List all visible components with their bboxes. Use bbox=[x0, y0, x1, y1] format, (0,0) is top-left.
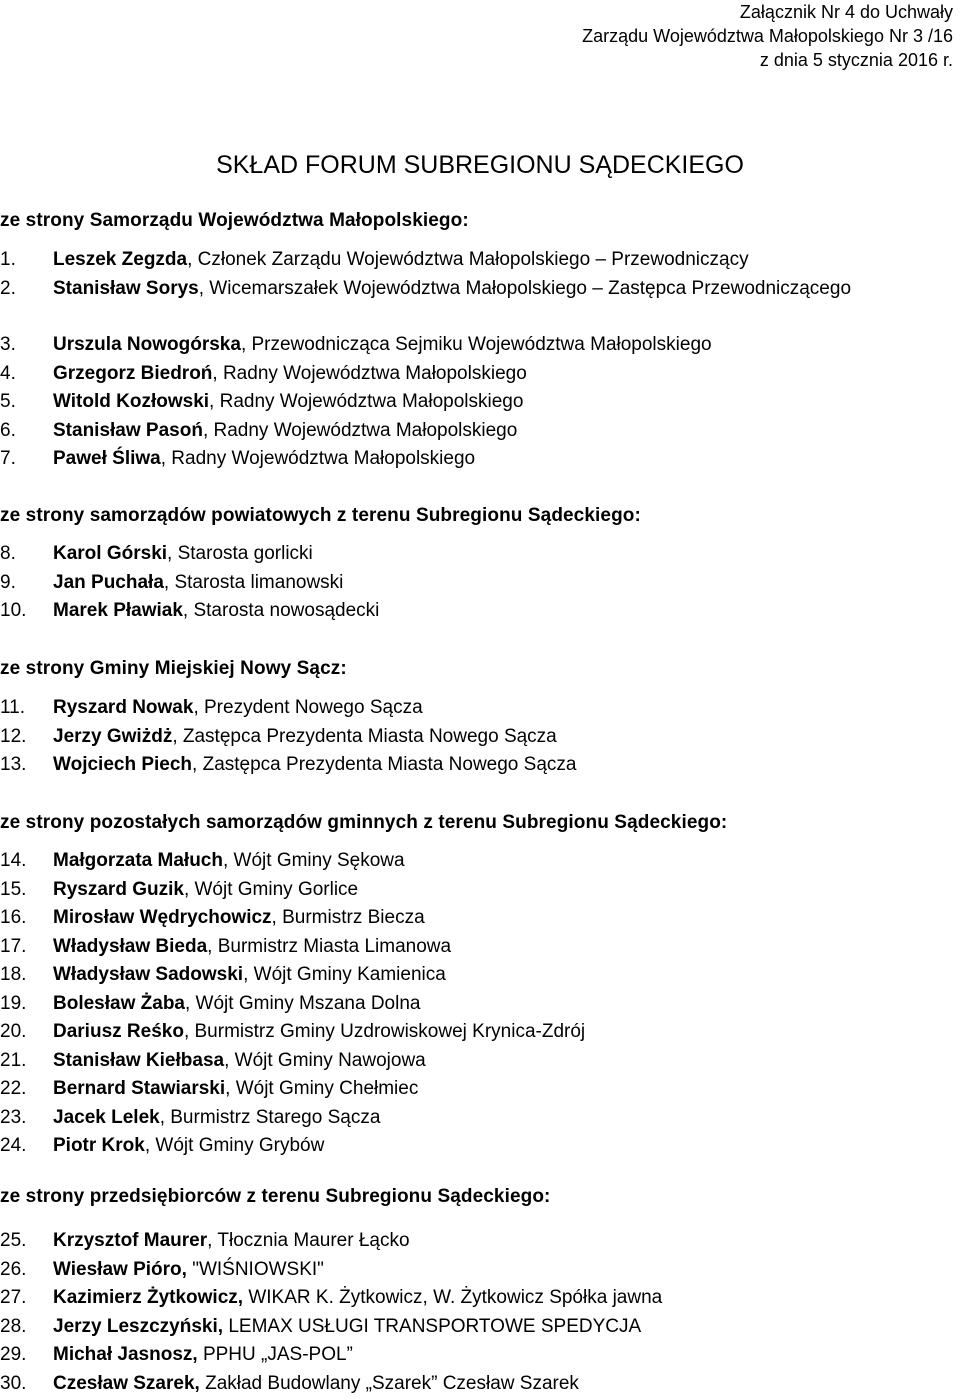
item-text bbox=[53, 751, 576, 780]
section-heading: ze strony Gminy Miejskiej Nowy Sącz: bbox=[0, 658, 347, 679]
item-number: 10. bbox=[0, 600, 27, 621]
member-name: Kazimierz Żytkowicz, bbox=[53, 1287, 244, 1308]
item-number: 3. bbox=[0, 334, 16, 355]
item-number: 28. bbox=[0, 1315, 27, 1337]
item-text bbox=[53, 540, 313, 569]
header-line-1: Załącznik Nr 4 do Uchwały bbox=[739, 2, 953, 22]
item-text bbox=[53, 1047, 426, 1076]
member-role: , Wójt Gminy Mszana Dolna bbox=[185, 992, 421, 1014]
item-number: 2. bbox=[0, 277, 16, 299]
item-number: 7. bbox=[0, 448, 16, 469]
item-number: 23. bbox=[0, 1106, 27, 1128]
member-name: Stanisław Pasoń bbox=[53, 419, 203, 441]
item-text bbox=[53, 445, 475, 474]
member-role: , Wójt Gminy Chełmiec bbox=[225, 1078, 419, 1099]
member-name: Paweł Śliwa bbox=[53, 448, 161, 469]
member-role: WIKAR K. Żytkowicz, W. Żytkowicz Spółka jawna bbox=[243, 1287, 663, 1308]
item-text bbox=[53, 246, 749, 275]
member-name: Ryszard Nowak bbox=[53, 697, 194, 718]
member-name: Witold Kozłowski bbox=[53, 391, 210, 412]
item-text bbox=[53, 1132, 324, 1161]
item-text bbox=[53, 847, 405, 876]
member-name: Mirosław Wędrychowicz bbox=[53, 907, 272, 928]
member-name: Jan Puchała bbox=[53, 571, 164, 593]
member-role: , Radny Województwa Małopolskiego bbox=[209, 391, 524, 412]
member-role: , Tłocznia Maurer Łącko bbox=[207, 1230, 410, 1251]
item-number: 19. bbox=[0, 992, 27, 1014]
item-text bbox=[53, 569, 343, 598]
member-role: , Zastępca Prezydenta Miasta Nowego Sącza bbox=[192, 754, 577, 775]
member-role: , Starosta nowosądecki bbox=[182, 600, 380, 621]
member-role: , Wójt Gminy Nawojowa bbox=[224, 1049, 426, 1071]
item-text bbox=[53, 933, 451, 962]
member-role: , Radny Województwa Małopolskiego bbox=[202, 419, 518, 441]
member-role: Zakład Budowlany „Szarek” Czesław Szarek bbox=[199, 1372, 579, 1394]
item-number: 21. bbox=[0, 1049, 27, 1071]
member-name: Bolesław Żaba bbox=[53, 992, 185, 1014]
item-text bbox=[53, 331, 712, 360]
member-name: Wiesław Pióro, bbox=[53, 1258, 187, 1280]
item-number: 16. bbox=[0, 907, 27, 928]
item-text bbox=[53, 961, 446, 990]
member-role: , Prezydent Nowego Sącza bbox=[193, 697, 423, 718]
member-role: , Burmistrz Biecza bbox=[271, 907, 425, 928]
item-text bbox=[53, 904, 425, 933]
member-name: Leszek Zegzda bbox=[53, 249, 188, 270]
item-text bbox=[53, 723, 557, 752]
member-name: Bernard Stawiarski bbox=[53, 1078, 226, 1099]
document-title: SKŁAD FORUM SUBREGIONU SĄDECKIEGO bbox=[216, 151, 744, 179]
item-number: 14. bbox=[0, 850, 27, 871]
item-text bbox=[53, 1313, 641, 1342]
item-text bbox=[53, 417, 517, 446]
item-number: 25. bbox=[0, 1230, 27, 1251]
item-number: 5. bbox=[0, 391, 16, 412]
member-name: Stanisław Kiełbasa bbox=[53, 1049, 225, 1071]
member-name: Krzysztof Maurer bbox=[53, 1230, 208, 1251]
member-name: Marek Pławiak bbox=[53, 600, 183, 621]
section-heading: ze strony pozostałych samorządów gminnych z terenu Subregionu Sądeckiego: bbox=[0, 812, 728, 833]
item-number: 17. bbox=[0, 935, 27, 957]
member-role: , Burmistrz Miasta Limanowa bbox=[207, 935, 452, 957]
item-text bbox=[53, 1370, 579, 1399]
item-number: 30. bbox=[0, 1372, 27, 1394]
member-role: , Przewodnicząca Sejmiku Województwa Małopolskiego bbox=[240, 334, 712, 355]
item-number: 27. bbox=[0, 1287, 27, 1308]
item-text bbox=[53, 275, 851, 304]
item-number: 11. bbox=[0, 697, 26, 718]
member-role: , Radny Województwa Małopolskiego bbox=[160, 448, 476, 469]
item-number: 9. bbox=[0, 571, 16, 593]
member-name: Jerzy Leszczyński, bbox=[53, 1315, 224, 1337]
item-number: 26. bbox=[0, 1258, 27, 1280]
member-role: , Radny Województwa Małopolskiego bbox=[212, 362, 527, 384]
member-role: , Zastępca Prezydenta Miasta Nowego Sącza bbox=[172, 725, 557, 747]
item-number: 8. bbox=[0, 543, 16, 564]
item-number: 12. bbox=[0, 725, 27, 747]
member-name: Karol Górski bbox=[53, 543, 168, 564]
member-name: Władysław Sadowski bbox=[53, 964, 244, 985]
member-role: PPHU „JAS-POL” bbox=[197, 1344, 353, 1365]
item-number: 1. bbox=[0, 249, 16, 270]
section-heading: ze strony Samorządu Województwa Małopolskiego: bbox=[0, 210, 469, 231]
item-number: 24. bbox=[0, 1135, 27, 1156]
item-text bbox=[53, 876, 358, 905]
item-text bbox=[53, 694, 423, 723]
member-name: Grzegorz Biedroń bbox=[53, 362, 213, 384]
member-name: Michał Jasnosz, bbox=[53, 1344, 198, 1365]
member-role: , Członek Zarządu Województwa Małopolskiego – Przewodniczący bbox=[187, 249, 749, 270]
member-name: Małgorzata Małuch bbox=[53, 850, 223, 871]
member-role: , Burmistrz Gminy Uzdrowiskowej Krynica-Zdrój bbox=[183, 1021, 586, 1042]
member-name: Stanisław Sorys bbox=[53, 277, 199, 299]
header-line-2: Zarządu Województwa Małopolskiego Nr 3 /16 bbox=[582, 26, 953, 46]
section-heading: ze strony samorządów powiatowych z terenu Subregionu Sądeckiego: bbox=[0, 505, 641, 526]
member-name: Jerzy Gwiżdż bbox=[53, 725, 173, 747]
item-text bbox=[53, 597, 379, 626]
member-role: , Wicemarszałek Województwa Małopolskiego – Zastępca Przewodniczącego bbox=[198, 277, 852, 299]
item-number: 4. bbox=[0, 362, 16, 384]
member-role: , Starosta limanowski bbox=[163, 571, 344, 593]
member-name: Ryszard Guzik bbox=[53, 878, 184, 900]
item-text bbox=[53, 1227, 410, 1256]
item-number: 6. bbox=[0, 419, 16, 441]
item-number: 13. bbox=[0, 754, 27, 775]
member-name: Urszula Nowogórska bbox=[53, 334, 241, 355]
item-text bbox=[53, 1075, 418, 1104]
member-role: , Wójt Gminy Grybów bbox=[144, 1135, 325, 1156]
attachment-header bbox=[582, 0, 953, 72]
member-name: Dariusz Reśko bbox=[53, 1021, 184, 1042]
item-number: 20. bbox=[0, 1021, 27, 1042]
section-heading: ze strony przedsiębiorców z terenu Subregionu Sądeckiego: bbox=[0, 1186, 551, 1207]
member-name: Władysław Bieda bbox=[53, 935, 208, 957]
item-text bbox=[53, 990, 420, 1019]
member-name: Piotr Krok bbox=[53, 1135, 145, 1156]
member-role: , Starosta gorlicki bbox=[167, 543, 313, 564]
member-name: Czesław Szarek, bbox=[53, 1372, 200, 1394]
item-number: 22. bbox=[0, 1078, 27, 1099]
item-number: 29. bbox=[0, 1344, 27, 1365]
member-role: , Wójt Gminy Sękowa bbox=[222, 850, 405, 871]
item-text bbox=[53, 360, 527, 389]
item-text bbox=[53, 1284, 662, 1313]
member-role: "WIŚNIOWSKI" bbox=[186, 1258, 324, 1280]
member-name: Wojciech Piech bbox=[53, 754, 193, 775]
header-line-3: z dnia 5 stycznia 2016 r. bbox=[759, 50, 953, 70]
item-text bbox=[53, 388, 523, 417]
member-role: , Wójt Gminy Kamienica bbox=[243, 964, 446, 985]
item-text bbox=[53, 1341, 353, 1370]
member-role: , Burmistrz Starego Sącza bbox=[159, 1106, 381, 1128]
item-text bbox=[53, 1104, 380, 1133]
item-text bbox=[53, 1256, 324, 1285]
item-number: 15. bbox=[0, 878, 27, 900]
member-role: LEMAX USŁUGI TRANSPORTOWE SPEDYCJA bbox=[223, 1315, 642, 1337]
member-role: , Wójt Gminy Gorlice bbox=[183, 878, 359, 900]
item-text bbox=[53, 1018, 585, 1047]
item-number: 18. bbox=[0, 964, 27, 985]
member-name: Jacek Lelek bbox=[53, 1106, 160, 1128]
